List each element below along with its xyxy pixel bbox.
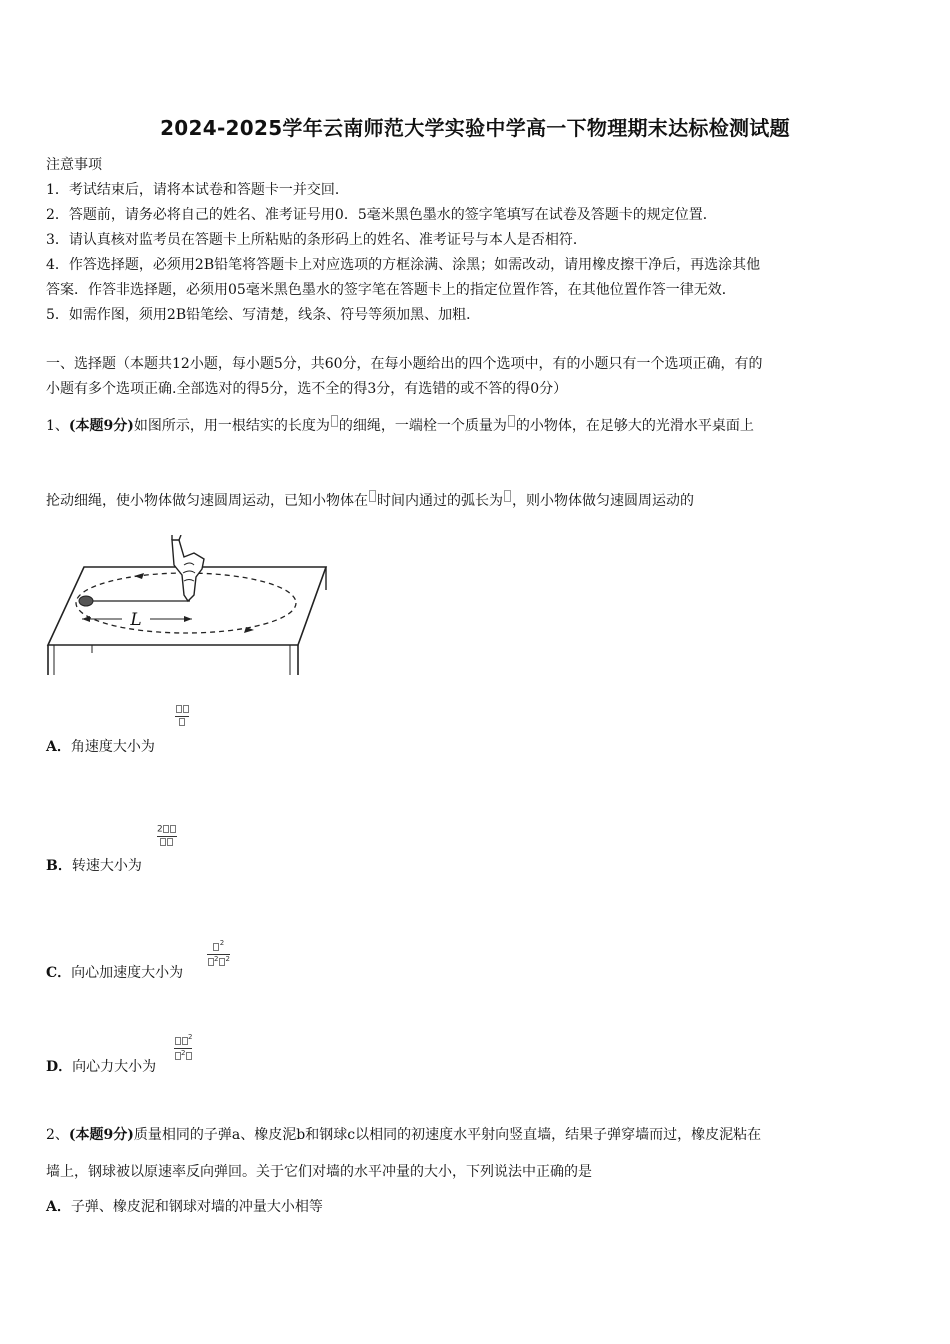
option-text: 角速度大小为 [70,739,155,755]
option-letter: D． [46,1059,73,1075]
option-b-formula [157,825,177,849]
question-text: 抡动细绳，使小物体做匀速圆周运动，已知小物体在 [46,493,368,509]
exponent: 2 [181,1048,186,1057]
question-text: 的小物体，在足够大的光滑水平桌面上 [515,418,754,434]
option-c[interactable] [46,962,183,982]
question-text: 如图所示，用一根结实的长度为 [133,418,330,434]
notice-item: 5．如需作图，须用2B铅笔绘、写清楚，线条、符号等须加黑、加粗． [46,307,481,323]
option-d[interactable] [46,1056,156,1076]
section-instruction: 一、选择题（本题共12小题，每小题5分，共60分，在每小题给出的四个选项中，有的小题只有一个选项正确，有的 [46,356,763,372]
question-number: 1、 [46,418,69,434]
formula-placeholder-icon [508,415,515,427]
option-letter: B． [46,858,72,874]
question-text: 时间内通过的弧长为 [377,493,503,509]
formula-placeholder-icon [331,415,338,427]
question-1-stem-cont [46,490,694,510]
object-mass [79,596,93,606]
section-instruction: 小题有多个选项正确.全部选对的得5分，选不全的得3分，有选错的或不答的得0分） [46,381,568,397]
notice-heading: 注意事项 [46,157,102,173]
option-a-formula [175,705,189,729]
question-score: (本题9分) [68,1127,134,1143]
option-text: 子弹、橡皮泥和钢球对墙的冲量大小相等 [70,1199,323,1215]
notice-item: 2．答题前，请务必将自己的姓名、准考证号用0．5毫米黑色墨水的签字笔填写在试卷及答题卡的规定位置． [46,207,717,223]
exponent: 2 [225,954,230,963]
formula-placeholder-icon [504,490,511,502]
question-2-stem [46,1124,761,1144]
option-letter: A． [46,1199,71,1215]
question-text: 质量相同的子弹a、橡皮泥b和钢球c以相同的初速度水平射向竖直墙，结果子弹穿墙而过，橡皮泥粘在 [133,1127,762,1143]
option-text: 向心力大小为 [72,1059,157,1075]
length-label: L [130,610,142,630]
question-1-stem [46,415,754,435]
question-score: (本题9分) [68,418,134,434]
option-a[interactable] [46,736,155,756]
question-text: ，则小物体做匀速圆周运动的 [512,493,694,509]
option-letter: C． [46,965,72,981]
circular-motion-figure [44,535,334,680]
option-b[interactable] [46,855,142,875]
formula-coefficient: 2 [157,824,163,835]
question-2-stem-cont: 墙上，钢球被以原速率反向弹回。关于它们对墙的水平冲量的大小，下列说法中正确的是 [46,1164,592,1180]
exponent: 2 [214,954,219,963]
option-text: 转速大小为 [71,858,142,874]
option-d-formula [174,1034,192,1063]
notice-item: 答案．作答非选择题，必须用05毫米黑色墨水的签字笔在答题卡上的指定位置作答，在其他位置作答一律无效． [46,282,736,298]
page-title: 2024-2025学年云南师范大学实验中学高一下物理期末达标检测试题 [160,116,790,140]
question-number: 2、 [46,1127,69,1143]
exponent: 2 [188,1033,193,1041]
notice-item: 4．作答选择题，必须用2B铅笔将答题卡上对应选项的方框涂满、涂黑；如需改动，请用橡皮擦干净后，再选涂其他 [46,257,761,273]
exponent: 2 [219,939,225,947]
formula-placeholder-icon [369,490,376,502]
option-c-formula [207,940,230,969]
notice-item: 3．请认真核对监考员在答题卡上所粘贴的条形码上的姓名、准考证号与本人是否相符． [46,232,587,248]
wrist-line [179,535,181,540]
question-text: 的细绳，一端栓一个质量为 [338,418,507,434]
option-text: 向心加速度大小为 [71,965,184,981]
option-letter: A． [46,739,71,755]
notice-item: 1．考试结束后，请将本试卷和答题卡一并交回． [46,182,349,198]
question-2-option-a[interactable] [46,1196,323,1216]
